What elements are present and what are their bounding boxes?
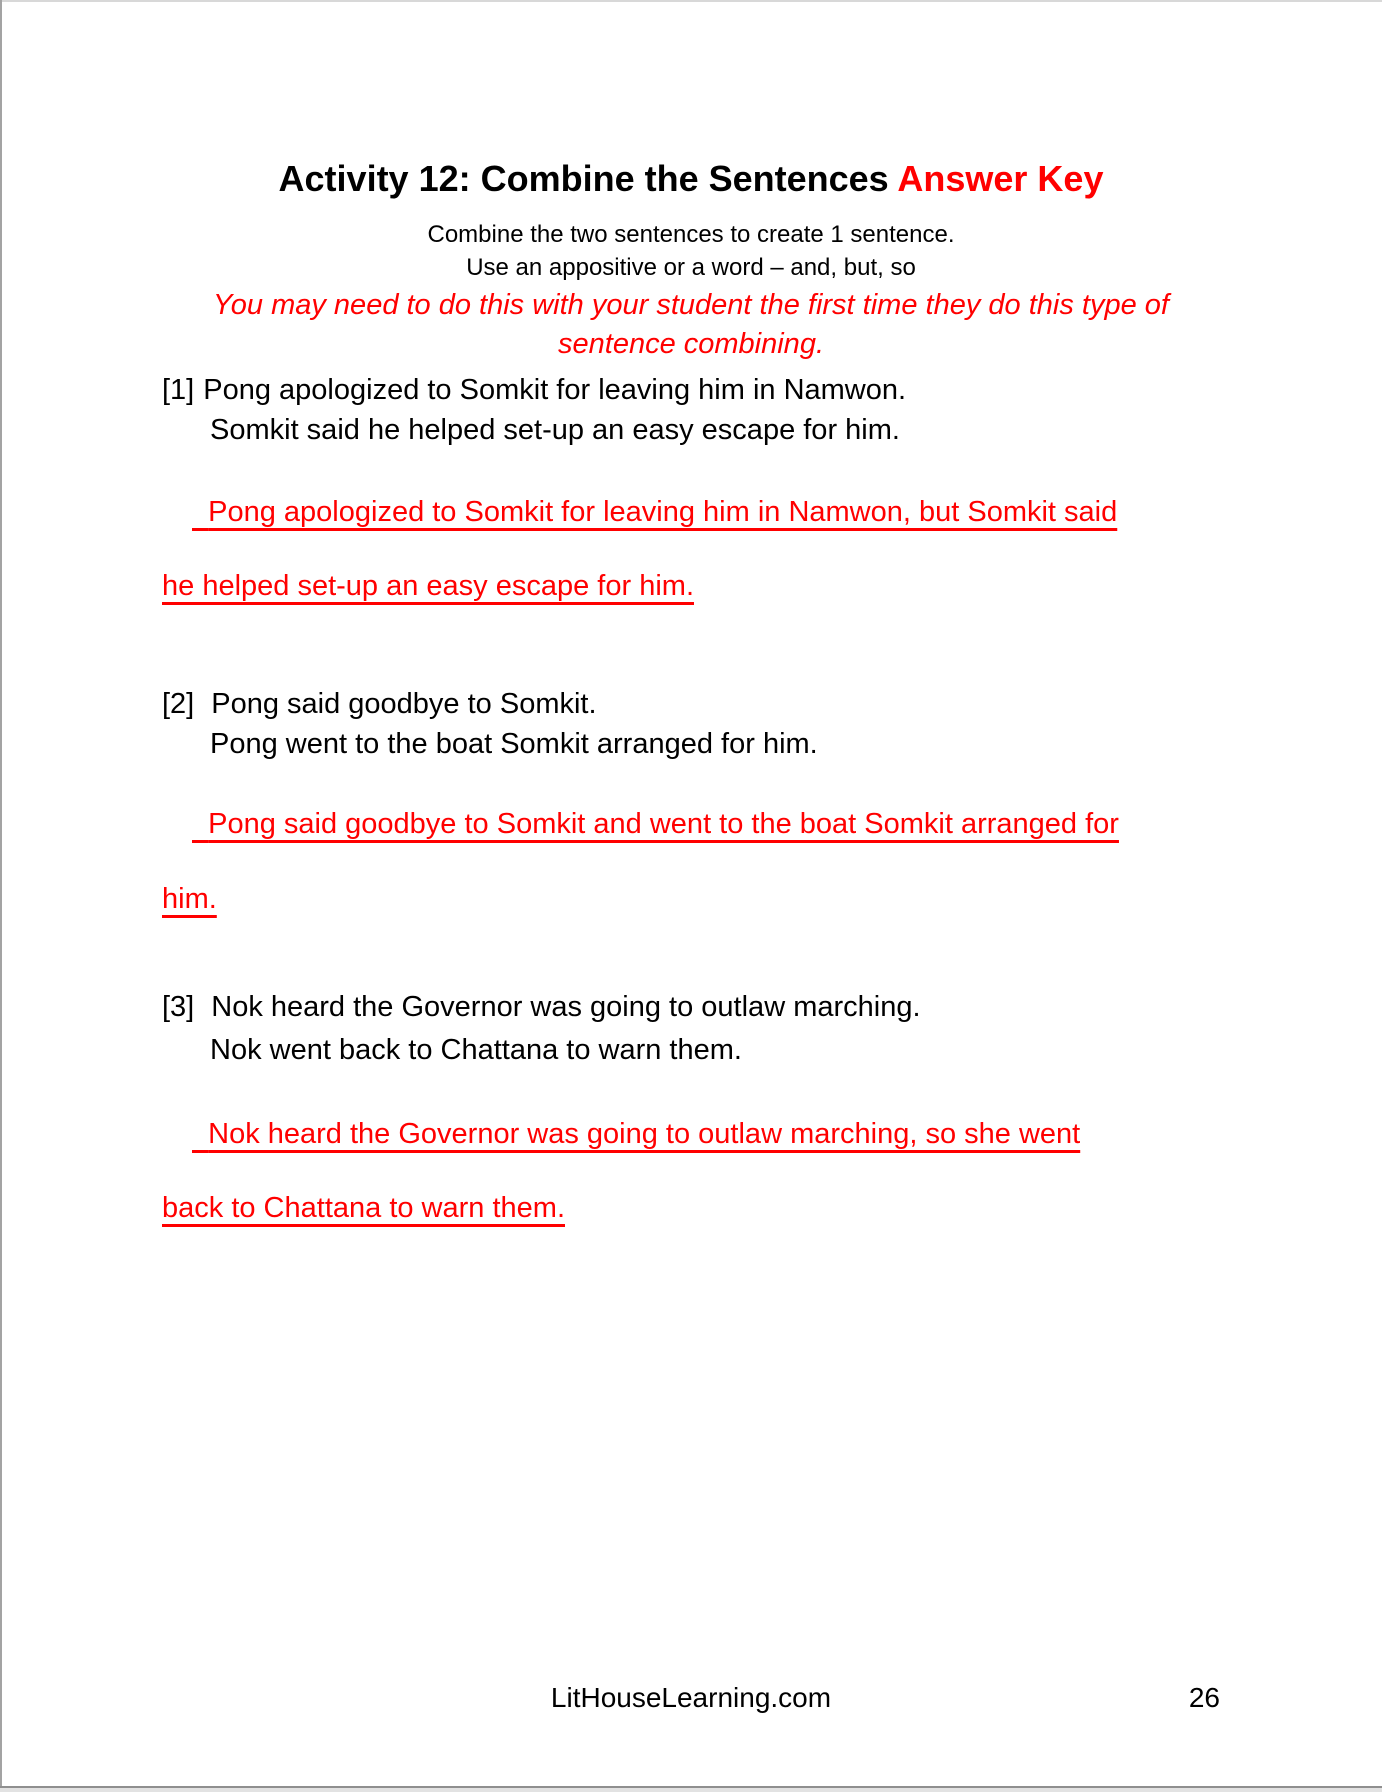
answer-key-label: Answer Key [897,158,1104,199]
problem-2-answer-line-2 [162,883,1262,916]
problem-2-number: [2] [162,688,195,720]
problem-2-sentence-2: Pong went to the boat Somkit arranged for him. [210,728,818,760]
problem-2-answer-text-2: him. [162,883,217,915]
problem-3-answer-text-1: Nok heard the Governor was going to outlaw marching, so she went [208,1118,1081,1150]
page-edge-top [0,0,1382,2]
page-title [0,158,1382,200]
problem-2-answer-line-1 [162,808,1292,841]
problem-1-answer-text-1: Pong apologized to Somkit for leaving him in Namwon, but Somkit said [208,496,1118,528]
page-title-main: Activity 12: Combine the Sentences [278,158,889,199]
problem-1-number: [1] [162,374,195,406]
problem-3-number: [3] [162,991,195,1023]
problem-3-sentence-2: Nok went back to Chattana to warn them. [210,1034,742,1066]
teacher-note-line-2: sentence combining. [558,328,824,360]
problem-3-answer-line-1 [162,1118,1292,1151]
problem-1-answer-text-2: he helped set-up an easy escape for him. [162,570,694,602]
instruction-line-1: Combine the two sentences to create 1 sentence. [427,221,955,248]
problem-2-line-1 [162,688,1262,721]
teacher-note-line-1: You may need to do this with your student the first time they do this type of [213,289,1169,321]
footer-website: LitHouseLearning.com [550,1682,832,1713]
problem-1-sentence-1: Pong apologized to Somkit for leaving him in Namwon. [203,374,907,406]
problem-2-answer-text-1: Pong said goodbye to Somkit and went to the boat Somkit arranged for [208,808,1119,840]
problem-1-answer-line-2 [162,570,1262,603]
problem-3-line-1 [162,991,1262,1024]
problem-1-answer-line-1 [162,496,1292,529]
instruction-line-2: Use an appositive or a word – and, but, so [466,254,916,281]
problem-3-answer-line-2 [162,1192,1262,1225]
page-number: 26 [1188,1682,1220,1713]
problem-3-answer-text-2: back to Chattana to warn them. [162,1192,565,1224]
problem-3-sentence-1: Nok heard the Governor was going to outlaw marching. [211,991,921,1023]
page-edge-fill [0,1788,1382,1792]
problem-2-sentence-1: Pong said goodbye to Somkit. [211,688,597,720]
problem-1-line-1 [162,374,1262,407]
problem-1-sentence-2: Somkit said he helped set-up an easy escape for him. [210,414,900,446]
